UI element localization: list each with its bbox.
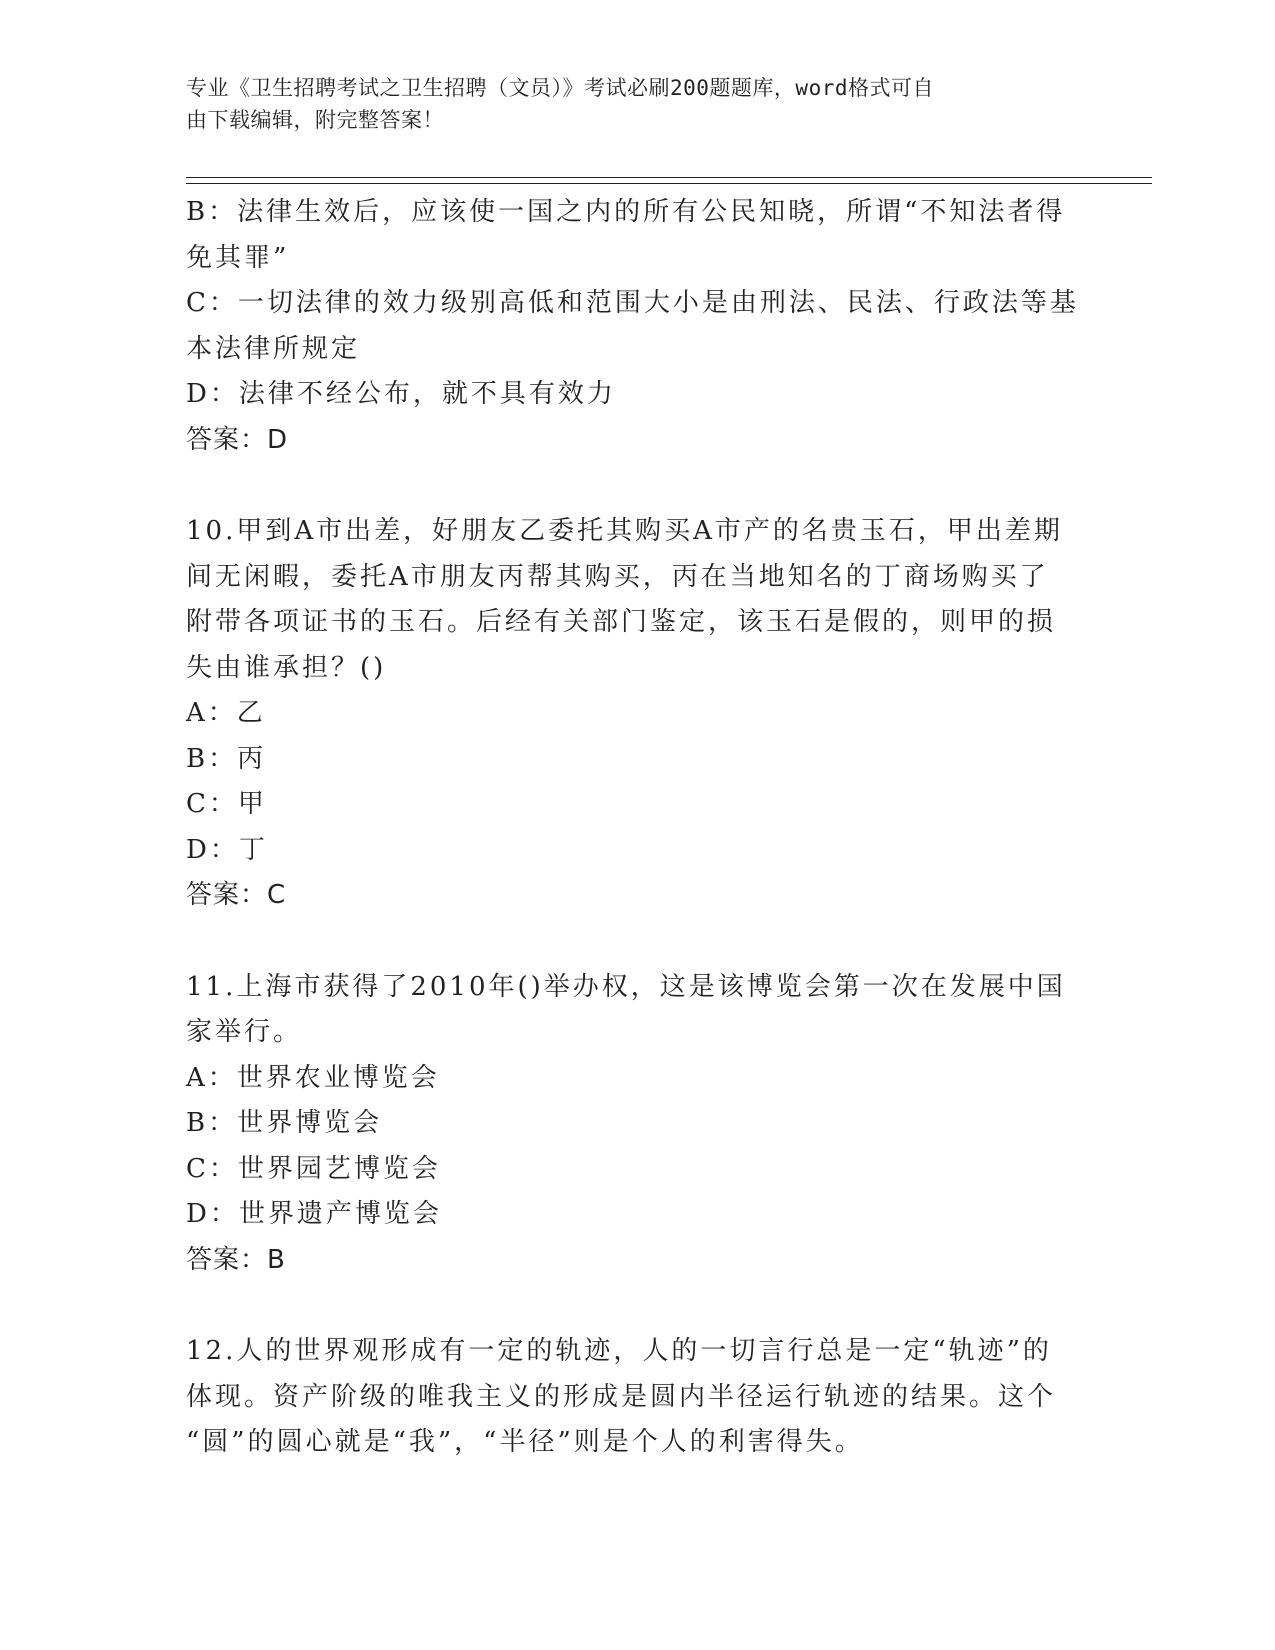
option-b-line-2: 免其罪” <box>186 242 290 273</box>
option-d: D：世界遗产博览会 <box>186 1199 442 1229</box>
answer-label: 答案：D <box>186 424 289 455</box>
question-11 <box>186 965 1076 1284</box>
option-b: B：世界博览会 <box>186 1108 383 1138</box>
option-c: C：世界园艺博览会 <box>186 1153 441 1184</box>
option-a: A：乙 <box>186 698 266 728</box>
spacer <box>186 1283 1076 1329</box>
answer-label: 答案：B <box>186 1244 286 1275</box>
question-stem-line: 失由谁承担？() <box>186 652 387 683</box>
header-line-1: 专业《卫生招聘考试之卫生招聘（文员）》考试必刷200题题库，word格式可自 <box>186 76 934 100</box>
option-c: C：甲 <box>186 789 267 819</box>
option-c-line-2: 本法律所规定 <box>186 333 361 364</box>
question-stem-line: 体现。资产阶级的唯我主义的形成是圆内半径运行轨迹的结果。这个 <box>186 1381 1057 1412</box>
document-body <box>186 190 1079 1466</box>
question-9-continuation <box>186 190 1079 463</box>
header-divider-bottom <box>186 183 1152 184</box>
header-line-2: 由下载编辑，附完整答案！ <box>186 108 444 132</box>
spacer <box>186 463 1076 509</box>
question-stem-line: “圆”的圆心就是“我”，“半径”则是个人的利害得失。 <box>186 1427 864 1457</box>
header-divider-top <box>186 177 1152 178</box>
document-header <box>186 72 1066 136</box>
option-d: D：丁 <box>186 834 268 865</box>
option-b-line-1: B：法律生效后，应该使一国之内的所有公民知晓，所谓“不知法者得 <box>186 197 1066 227</box>
question-stem-line: 间无闲暇，委托A市朋友丙帮其购买，丙在当地知名的丁商场购买了 <box>186 561 1049 592</box>
question-stem-line: 附带各项证书的玉石。后经有关部门鉴定，该玉石是假的，则甲的损 <box>186 607 1057 637</box>
question-stem-line: 10.甲到A市出差，好朋友乙委托其购买A市产的名贵玉石，甲出差期 <box>186 516 1063 546</box>
option-d: D：法律不经公布，就不具有效力 <box>186 379 616 409</box>
spacer <box>186 919 1076 965</box>
question-stem-line: 家举行。 <box>186 1017 303 1047</box>
question-10 <box>186 509 1076 919</box>
question-stem-line: 12.人的世界观形成有一定的轨迹，人的一切言行总是一定“轨迹”的 <box>186 1336 1052 1366</box>
question-12 <box>186 1329 1076 1466</box>
option-b: B：丙 <box>186 743 267 774</box>
option-a: A：世界农业博览会 <box>186 1062 440 1093</box>
question-stem-line: 11.上海市获得了2010年()举办权，这是该博览会第一次在发展中国 <box>186 971 1066 1002</box>
answer-label: 答案：C <box>186 880 287 910</box>
option-c-line-1: C：一切法律的效力级别高低和范围大小是由刑法、民法、行政法等基 <box>186 288 1079 318</box>
